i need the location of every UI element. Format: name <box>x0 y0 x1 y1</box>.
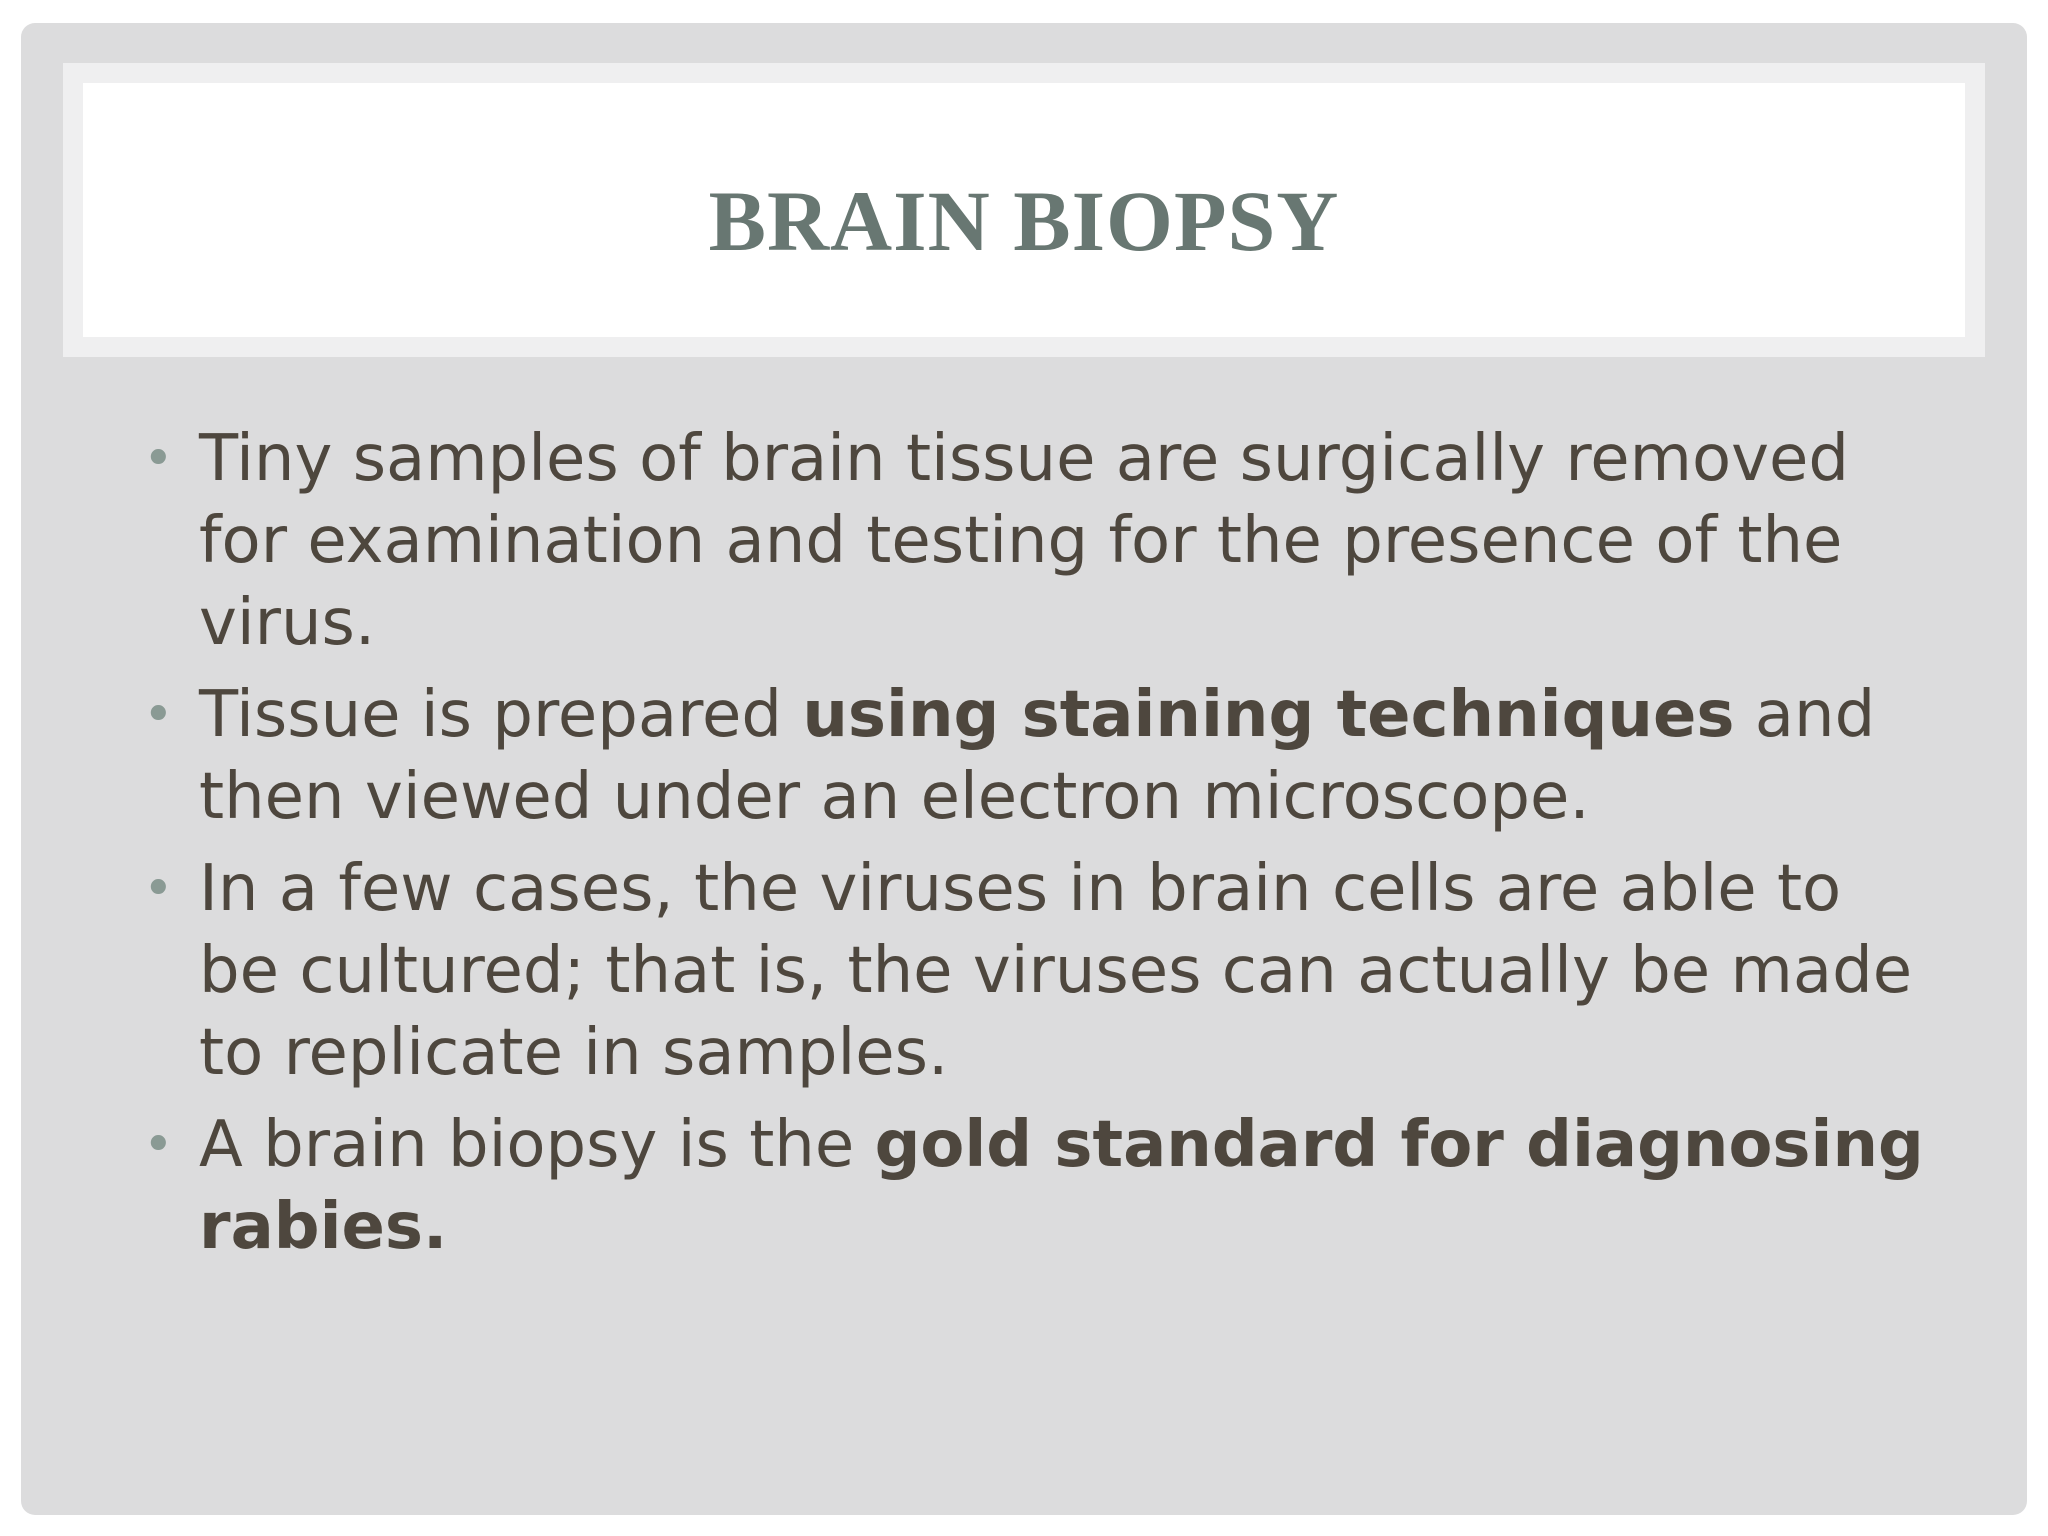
bullet-marker: • <box>143 1115 174 1175</box>
bullet-text: and then viewed under an electron microscope. <box>199 678 1876 834</box>
bullet-text: A brain biopsy is the <box>199 1108 875 1182</box>
bullet-bold-text: using staining techniques <box>802 678 1735 752</box>
bullet-item-1 <box>143 418 1939 664</box>
title-band <box>63 63 1985 357</box>
title-box <box>83 83 1965 337</box>
slide <box>21 23 2027 1515</box>
bullet-item-2 <box>143 674 1939 838</box>
bullet-text: Tissue is prepared <box>199 678 803 752</box>
bullet-marker: • <box>143 859 174 919</box>
bullet-marker: • <box>143 429 174 489</box>
bullet-item-4 <box>143 1104 1939 1268</box>
bullet-list <box>143 418 1939 1278</box>
bullet-marker: • <box>143 685 174 745</box>
bullet-bold-text: gold standard for diagnosing rabies. <box>199 1108 1924 1264</box>
slide-title: BRAIN BIOPSY <box>708 173 1340 269</box>
bullet-text: In a few cases, the viruses in brain cells are able to be cultured; that is, the viruses can actually be made to replicate in samples. <box>199 852 1913 1090</box>
bullet-item-3 <box>143 848 1939 1094</box>
bullet-text: Tiny samples of brain tissue are surgically removed for examination and testing for the presence of the virus. <box>199 422 1849 660</box>
